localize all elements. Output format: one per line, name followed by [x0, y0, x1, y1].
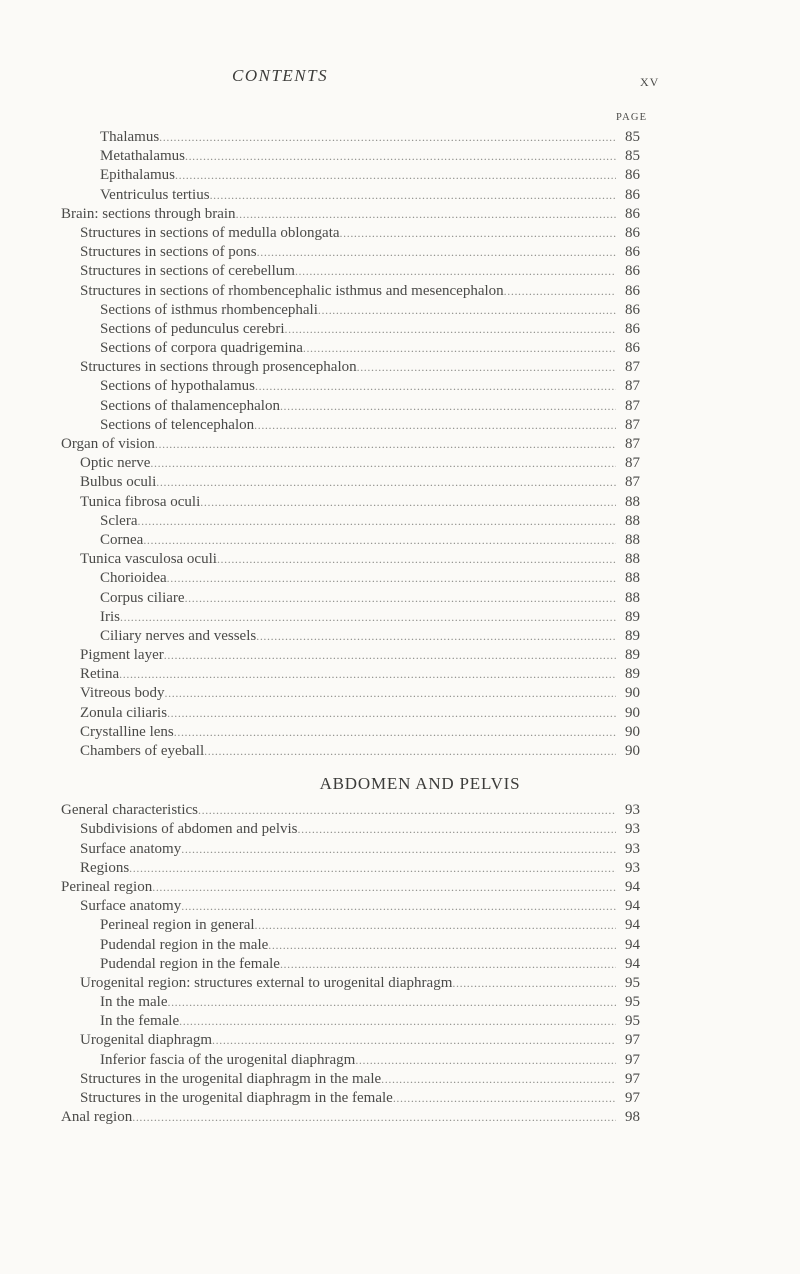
dot-leader [217, 550, 616, 569]
dot-leader [393, 1089, 616, 1108]
dot-leader [298, 820, 617, 839]
toc-entry [0, 205, 800, 224]
toc-entry-title: Surface anatomy [80, 898, 182, 915]
toc-entry-page: 93 [625, 859, 640, 876]
toc-entry-title: Epithalamus [100, 167, 175, 184]
toc-entry-page: 97 [625, 1051, 640, 1068]
dot-leader [200, 493, 616, 512]
toc-entry [0, 320, 800, 339]
dot-leader [340, 224, 616, 243]
dot-leader [129, 859, 616, 878]
dot-leader [159, 128, 616, 147]
toc-entry-page: 94 [625, 898, 640, 915]
dot-leader [295, 262, 616, 281]
toc-entry-page: 86 [625, 320, 640, 337]
toc-entry-title: Vitreous body [80, 685, 165, 702]
toc-entry-page: 89 [625, 627, 640, 644]
toc-entry-title: Brain: sections through brain [61, 205, 236, 222]
toc-entry [0, 704, 800, 723]
dot-leader [355, 1051, 616, 1070]
toc-entry-title: Urogenital diaphragm [80, 1032, 213, 1049]
toc-entry [0, 820, 800, 839]
toc-entry-title: Structures in sections of rhombencephalic isthmus and mesencephalon [80, 282, 504, 299]
toc-entry-title: Optic nerve [80, 455, 151, 472]
toc-entry-page: 87 [625, 397, 640, 414]
dot-leader [256, 627, 616, 646]
dot-leader [268, 936, 616, 955]
toc-entry [0, 1070, 800, 1089]
dot-leader [381, 1070, 616, 1089]
toc-entry [0, 358, 800, 377]
dot-leader [152, 878, 616, 897]
toc-entry-page: 94 [625, 955, 640, 972]
dot-leader [167, 993, 616, 1012]
dot-leader [280, 397, 616, 416]
running-head-title: CONTENTS [232, 66, 329, 85]
toc-entry [0, 589, 800, 608]
dot-leader [119, 665, 616, 684]
toc-entry-page: 88 [625, 531, 640, 548]
toc-entry [0, 243, 800, 262]
toc-entry-title: Ciliary nerves and vessels [100, 627, 257, 644]
toc-entry-title: Urogenital region: structures external to urogenital diaphragm [80, 974, 453, 991]
toc-entry-page: 86 [625, 301, 640, 318]
toc-entry-page: 87 [625, 359, 640, 376]
dot-leader [132, 1108, 616, 1127]
dot-leader [357, 358, 616, 377]
toc-entry-title: Pudendal region in the male [100, 936, 269, 953]
toc-entry-title: Perineal region [61, 878, 153, 895]
toc-entry-page: 90 [625, 743, 640, 759]
toc-entry [0, 801, 800, 820]
dot-leader [254, 416, 616, 435]
toc-entry [0, 282, 800, 301]
toc-entry-page: 87 [625, 474, 640, 491]
toc-entry-page: 95 [625, 1013, 640, 1030]
toc-entry [0, 936, 800, 955]
toc-entry [0, 646, 800, 665]
dot-leader [212, 1031, 616, 1050]
toc-entry [0, 128, 800, 147]
toc-entry-title: Pudendal region in the female [100, 955, 280, 972]
toc-entry [0, 742, 800, 761]
dot-leader [204, 742, 616, 761]
toc-entry-page: 90 [625, 685, 640, 702]
toc-entry-title: Tunica vasculosa oculi [80, 551, 217, 568]
dot-leader [255, 916, 616, 935]
toc-entry [0, 435, 800, 454]
toc-entry [0, 1089, 800, 1108]
toc-entry-title: Chambers of eyeball [80, 743, 205, 759]
toc-entry-title: Tunica fibrosa oculi [80, 493, 201, 510]
toc-entry-page: 93 [625, 802, 640, 819]
toc-entry [0, 859, 800, 878]
toc-entry [0, 840, 800, 859]
toc-entry-title: Sections of telencephalon [100, 416, 255, 433]
toc-entry [0, 397, 800, 416]
dot-leader [181, 840, 616, 859]
toc-entry-title: Structures in sections through prosencephalon [80, 359, 357, 376]
toc-entry [0, 627, 800, 646]
toc-entry-page: 86 [625, 282, 640, 299]
dot-leader [280, 955, 616, 974]
toc-entry-page: 85 [625, 129, 640, 145]
toc-entry-page: 95 [625, 994, 640, 1011]
toc-entry [0, 531, 800, 550]
running-head [0, 66, 800, 90]
toc-entry [0, 723, 800, 742]
toc-entry-title: Thalamus [100, 129, 160, 145]
toc-entry-title: Sections of corpora quadrigemina [100, 340, 303, 357]
dot-leader [137, 512, 616, 531]
toc-entry-page: 97 [625, 1090, 640, 1106]
toc-entry-title: Anal region [61, 1109, 133, 1126]
dot-leader [120, 608, 616, 627]
dot-leader [255, 377, 616, 396]
toc-entry [0, 665, 800, 684]
toc-entry [0, 224, 800, 243]
toc-entry-page: 86 [625, 167, 640, 184]
toc-entry-page: 98 [625, 1109, 640, 1126]
toc-entry [0, 993, 800, 1012]
toc-entry [0, 550, 800, 569]
toc-entry-title: Surface anatomy [80, 840, 182, 857]
toc-entry-title: Bulbus oculi [80, 474, 157, 491]
toc-entry-page: 86 [625, 186, 640, 203]
toc-entry-title: Chorioidea [100, 570, 167, 587]
toc-entry-title: Zonula ciliaris [80, 704, 168, 721]
toc-entry-page: 88 [625, 493, 640, 510]
toc-entry-title: General characteristics [61, 802, 198, 819]
toc-entry-title: Iris [100, 608, 120, 625]
toc-entry-title: Regions [80, 859, 130, 876]
toc-entry [0, 1051, 800, 1070]
toc-section [0, 128, 800, 761]
dot-leader [175, 166, 616, 185]
dot-leader [167, 569, 616, 588]
dot-leader [185, 147, 616, 166]
toc-entry-page: 94 [625, 878, 640, 895]
toc-entry-page: 93 [625, 821, 640, 838]
toc-entry-title: Pigment layer [80, 647, 164, 664]
toc-entry [0, 512, 800, 531]
dot-leader [181, 897, 616, 916]
toc-entry-title: Inferior fascia of the urogenital diaphragm [100, 1051, 356, 1068]
toc-entry [0, 684, 800, 703]
dot-leader [165, 684, 616, 703]
dot-leader [167, 704, 616, 723]
toc-entry [0, 955, 800, 974]
toc-entry-page: 86 [625, 340, 640, 357]
toc-entry [0, 608, 800, 627]
toc-entry [0, 339, 800, 358]
toc-entry-title: Sections of pedunculus cerebri [100, 320, 285, 337]
toc-entry-page: 86 [625, 205, 640, 222]
dot-leader [504, 282, 616, 301]
toc-entry-page: 87 [625, 378, 640, 395]
toc-entry-page: 85 [625, 148, 640, 165]
toc-entry-page: 88 [625, 570, 640, 587]
toc-entry-title: Crystalline lens [80, 723, 174, 740]
toc-entry-page: 88 [625, 551, 640, 568]
toc-entry-title: Perineal region in general [100, 917, 255, 934]
dot-leader [236, 205, 616, 224]
dot-leader [318, 301, 616, 320]
dot-leader [150, 454, 616, 473]
toc-entry-page: 88 [625, 512, 640, 529]
toc-entry-title: Ventriculus tertius [100, 186, 210, 203]
toc-entry-page: 89 [625, 647, 640, 664]
toc-entry-title: Structures in the urogenital diaphragm in the male [80, 1070, 382, 1087]
toc-entry-page: 94 [625, 917, 640, 934]
toc-entry [0, 878, 800, 897]
toc-section [0, 761, 800, 1127]
toc-entry [0, 166, 800, 185]
toc-entry-title: Corpus ciliare [100, 589, 185, 606]
toc-entry-page: 86 [625, 244, 640, 261]
toc-entry [0, 416, 800, 435]
dot-leader [198, 801, 616, 820]
toc-entry [0, 569, 800, 588]
dot-leader [303, 339, 616, 358]
toc-entry-page: 97 [625, 1070, 640, 1087]
dot-leader [257, 243, 616, 262]
toc-entry-title: In the female [100, 1013, 180, 1030]
toc-entry-page: 88 [625, 589, 640, 606]
toc-entry-page: 90 [625, 704, 640, 721]
toc-entry-title: Sclera [100, 512, 138, 529]
page-number: XV [640, 75, 660, 89]
toc-entry [0, 974, 800, 993]
toc-entry-page: 93 [625, 840, 640, 857]
toc-entry-title: Structures in sections of medulla oblongata [80, 224, 340, 241]
toc-entry [0, 262, 800, 281]
toc-entry-title: Structures in the urogenital diaphragm in the female [80, 1090, 393, 1106]
toc-entry-page: 86 [625, 224, 640, 241]
toc-entry [0, 454, 800, 473]
toc-entry [0, 473, 800, 492]
section-heading: ABDOMEN AND PELVIS [319, 774, 521, 794]
toc-entry-page: 86 [625, 263, 640, 280]
toc-entry-title: Retina [80, 666, 120, 683]
toc-entry [0, 301, 800, 320]
toc-entry-title: Metathalamus [100, 148, 185, 165]
page-column-label: PAGE [616, 112, 648, 123]
toc-entry-page: 94 [625, 936, 640, 953]
dot-leader [179, 1012, 616, 1031]
dot-leader [285, 320, 616, 339]
dot-leader [164, 646, 616, 665]
toc-entry-page: 95 [625, 974, 640, 991]
toc-entry [0, 1108, 800, 1127]
toc-entry-page: 90 [625, 723, 640, 740]
toc-entry-title: In the male [100, 994, 168, 1011]
toc-entry-page: 89 [625, 608, 640, 625]
dot-leader [143, 531, 616, 550]
toc-entry-page: 97 [625, 1032, 640, 1049]
dot-leader [155, 435, 616, 454]
toc-entry [0, 897, 800, 916]
dot-leader [174, 723, 616, 742]
toc-entry-page: 89 [625, 666, 640, 683]
toc-entry-page: 87 [625, 455, 640, 472]
toc-entry-page: 87 [625, 416, 640, 433]
toc-entry-title: Sections of isthmus rhombencephali [100, 301, 318, 318]
toc-entry-title: Structures in sections of cerebellum [80, 263, 295, 280]
toc-entry-title: Sections of thalamencephalon [100, 397, 280, 414]
toc-entry [0, 916, 800, 935]
table-of-contents [0, 128, 800, 1127]
dot-leader [156, 473, 616, 492]
toc-entry-title: Organ of vision [61, 436, 155, 452]
toc-entry-title: Structures in sections of pons [80, 244, 257, 261]
toc-entry [0, 147, 800, 166]
toc-entry [0, 493, 800, 512]
dot-leader [452, 974, 616, 993]
toc-entry-title: Subdivisions of abdomen and pelvis [80, 821, 298, 838]
toc-entry-title: Cornea [100, 531, 144, 548]
toc-entry-title: Sections of hypothalamus [100, 378, 255, 395]
toc-entry [0, 1031, 800, 1050]
toc-entry-page: 87 [625, 436, 640, 452]
toc-entry [0, 186, 800, 205]
dot-leader [210, 186, 616, 205]
dot-leader [185, 589, 616, 608]
toc-entry [0, 377, 800, 396]
toc-entry [0, 1012, 800, 1031]
